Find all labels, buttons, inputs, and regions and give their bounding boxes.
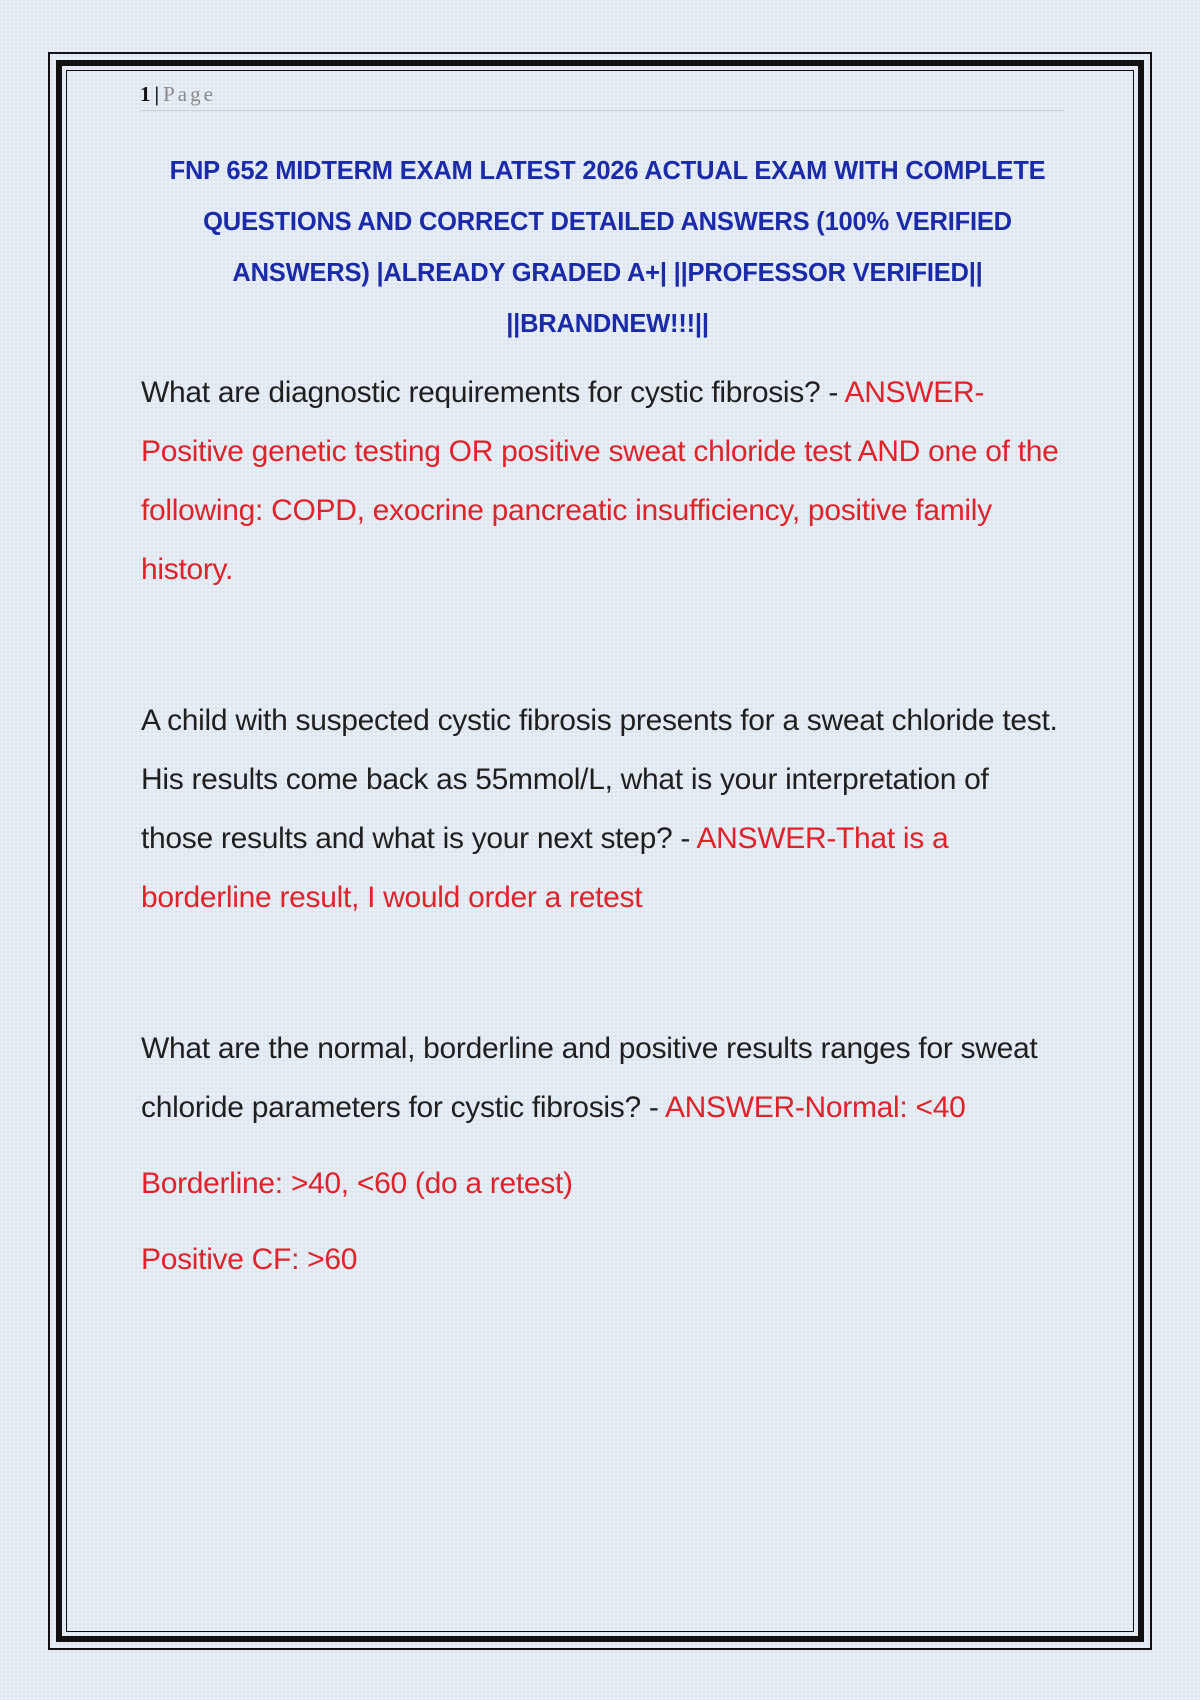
question-text: What are diagnostic requirements for cystic fibrosis? - <box>141 376 845 409</box>
answer-range-positive: Positive CF: >60 <box>141 1243 358 1276</box>
answer-range-borderline: Borderline: >40, <60 (do a retest) <box>141 1167 573 1200</box>
answer-text: ANSWER-Positive genetic testing OR positive sweat chloride test AND one of the following: COPD, exocrine pancreatic insufficiency, positive family history. <box>141 376 1059 586</box>
question-text: A child with suspected cystic fibrosis presents for a sweat chloride test. His results come back as 55mmol/L, what is your interpretation of those results and what is your next step? - <box>141 704 1058 855</box>
page-header <box>140 78 1064 111</box>
answer-text: ANSWER-That is a borderline result, I would order a retest <box>141 822 949 914</box>
qa-item-2 <box>141 691 1066 927</box>
page-label: Page <box>163 82 216 106</box>
answer-text: ANSWER-Normal: <40 <box>664 1091 966 1124</box>
page-separator: | <box>154 82 160 106</box>
page-content <box>141 78 1066 1289</box>
qa-item-1 <box>141 363 1066 599</box>
page-number: 1 <box>140 82 151 106</box>
qa-item-3 <box>141 1019 1066 1137</box>
question-text: What are the normal, borderline and positive results ranges for sweat chloride parameters for cystic fibrosis? - <box>141 1032 1038 1124</box>
document-title: FNP 652 MIDTERM EXAM LATEST 2026 ACTUAL EXAM WITH COMPLETE QUESTIONS AND CORRECT DETAILED ANSWERS (100% VERIFIED ANSWERS) |ALREADY GRADED A+| ||PROFESSOR VERIFIED|| ||BRANDNEW!!!|| <box>169 157 1046 338</box>
